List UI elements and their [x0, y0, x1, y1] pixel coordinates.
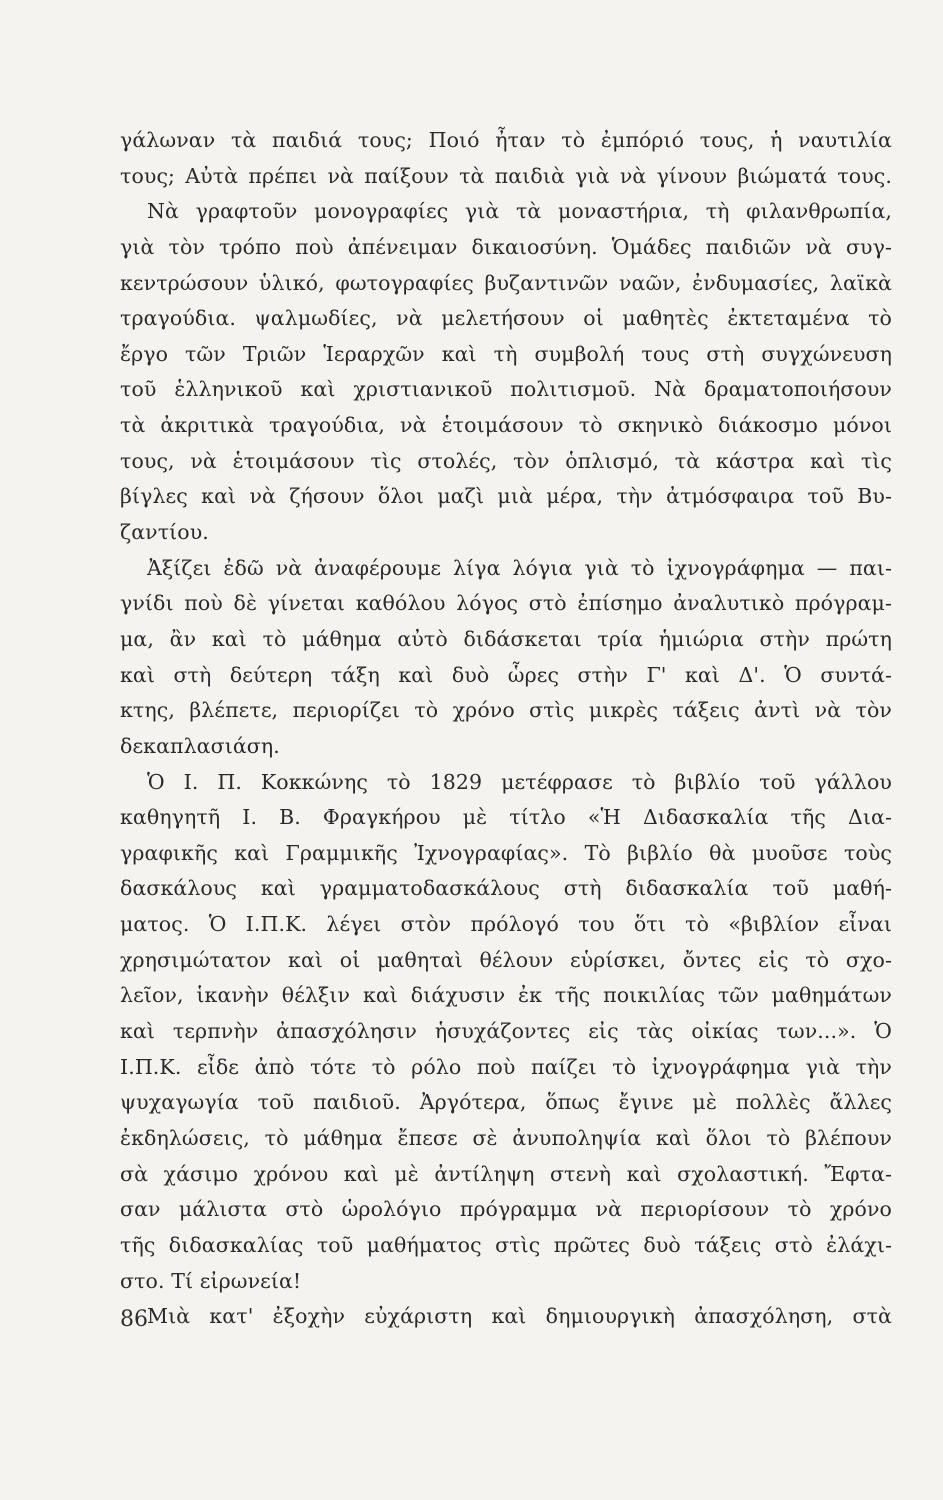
text-line: καὶ στὴ δεύτερη τάξη καὶ δυὸ ὧρες στὴν Γ' καὶ Δ'. Ὁ συντά-	[120, 662, 892, 687]
text-line: καὶ τερπνὴν ἀπασχόλησιν ἡσυχάζοντες εἰς τὰς οἰκίας των...». Ὁ	[120, 1019, 892, 1044]
text-line: χρησιμώτατον καὶ οἱ μαθηταὶ θέλουν εὑρίσκει, ὄντες εἰς τὸ σχο-	[120, 947, 892, 972]
page-number: 86	[120, 1307, 148, 1332]
text-line: ψυχαγωγία τοῦ παιδιοῦ. Ἀργότερα, ὅπως ἔγινε μὲ πολλὲς ἄλλες	[120, 1090, 892, 1115]
text-line: δεκαπλασιάση.	[120, 733, 280, 758]
text-line: σαν μάλιστα στὸ ὡρολόγιο πρόγραμμα νὰ περιορίσουν τὸ χρόνο	[120, 1197, 892, 1222]
text-line: ἐκδηλώσεις, τὸ μάθημα ἔπεσε σὲ ἀνυποληψία καὶ ὅλοι τὸ βλέπουν	[120, 1125, 892, 1150]
text-line: τὰ ἀκριτικὰ τραγούδια, νὰ ἑτοιμάσουν τὸ σκηνικὸ διάκοσμο μόνοι	[120, 413, 892, 438]
text-line: ζαντίου.	[120, 520, 209, 545]
text-line: γραφικῆς καὶ Γραμμικῆς Ἰχνογραφίας». Τὸ βιβλίο θὰ μυοῦσε τοὺς	[120, 840, 892, 865]
text-line: Ὁ Ι. Π. Κοκκώνης τὸ 1829 μετέφρασε τὸ βιβλίο τοῦ γάλλου	[147, 769, 892, 794]
text-line: γάλωναν τὰ παιδιά τους; Ποιό ἦταν τὸ ἐμπόριό τους, ἡ ναυτιλία	[120, 128, 892, 152]
text-line: γνίδι ποὺ δὲ γίνεται καθόλου λόγος στὸ ἐπίσημο ἀναλυτικὸ πρόγραμ-	[120, 591, 892, 616]
text-line: στο. Τί εἰρωνεία!	[120, 1268, 302, 1293]
body-text	[120, 123, 892, 1335]
text-line: κτης, βλέπετε, περιορίζει τὸ χρόνο στὶς μικρὲς τάξεις ἀντὶ νὰ τὸν	[120, 698, 892, 723]
text-line: κεντρώσουν ὑλικό, φωτογραφίες βυζαντινῶν ναῶν, ἐνδυμασίες, λαϊκὰ	[120, 270, 892, 295]
text-line: μα, ἂν καὶ τὸ μάθημα αὐτὸ διδάσκεται τρία ἡμιώρια στὴν πρώτη	[120, 626, 892, 651]
text-line: ματος. Ὁ Ι.Π.Κ. λέγει στὸν πρόλογό του ὅτι τὸ «βιβλίον εἶναι	[120, 912, 892, 937]
text-line: τους, νὰ ἑτοιμάσουν τὶς στολές, τὸν ὁπλισμό, τὰ κάστρα καὶ τὶς	[120, 448, 892, 473]
text-line: Ἀξίζει ἐδῶ νὰ ἀναφέρουμε λίγα λόγια γιὰ τὸ ἰχνογράφημα — παι-	[147, 555, 892, 580]
text-line: τοῦ ἑλληνικοῦ καὶ χριστιανικοῦ πολιτισμοῦ. Νὰ δραματοποιήσουν	[120, 377, 892, 402]
text-line: ἔργο τῶν Τριῶν Ἱεραρχῶν καὶ τὴ συμβολή τους στὴ συγχώνευση	[120, 341, 892, 366]
text-line: λεῖον, ἱκανὴν θέλξιν καὶ διάχυσιν ἐκ τῆς ποικιλίας τῶν μαθημάτων	[120, 983, 892, 1008]
text-line: τῆς διδασκαλίας τοῦ μαθήματος στὶς πρῶτες δυὸ τάξεις στὸ ἐλάχι-	[120, 1232, 892, 1257]
text-line: τους; Αὐτὰ πρέπει νὰ παίξουν τὰ παιδιὰ γιὰ νὰ γίνουν βιώματά τους.	[120, 163, 892, 188]
text-line: δασκάλους καὶ γραμματοδασκάλους στὴ διδασκαλία τοῦ μαθή-	[120, 876, 892, 901]
text-line: Ι.Π.Κ. εἶδε ἀπὸ τότε τὸ ρόλο ποὺ παίζει τὸ ἰχνογράφημα γιὰ τὴν	[120, 1054, 892, 1079]
text-line: Μιὰ κατ' ἐξοχὴν εὐχάριστη καὶ δημιουργικὴ ἀπασχόληση, στὰ	[147, 1304, 892, 1329]
text-line: καθηγητῆ Ι. Β. Φραγκήρου μὲ τίτλο «Ἡ Διδασκαλία τῆς Δια-	[120, 805, 892, 830]
text-line: γιὰ τὸν τρόπο ποὺ ἀπένειμαν δικαιοσύνη. Ὁμάδες παιδιῶν νὰ συγ-	[120, 234, 892, 259]
text-line: βίγλες καὶ νὰ ζήσουν ὅλοι μαζὶ μιὰ μέρα, τὴν ἀτμόσφαιρα τοῦ Βυ-	[120, 484, 892, 509]
text-line: τραγούδια. ψαλμωδίες, νὰ μελετήσουν οἱ μαθητὲς ἐκτεταμένα τὸ	[120, 306, 892, 331]
text-line: σὰ χάσιμο χρόνου καὶ μὲ ἀντίληψη στενὴ καὶ σχολαστική. Ἔφτα-	[120, 1161, 892, 1186]
text-line: Νὰ γραφτοῦν μονογραφίες γιὰ τὰ μοναστήρια, τὴ φιλανθρωπία,	[147, 199, 892, 224]
